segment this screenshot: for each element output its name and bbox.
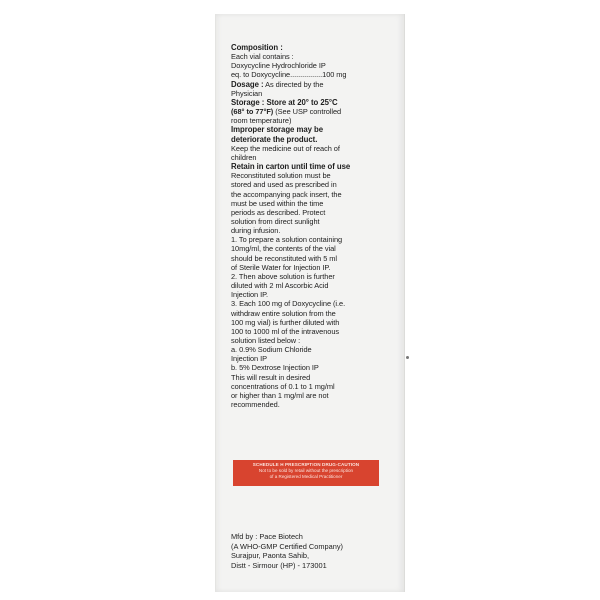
instruction-line: recommended. bbox=[231, 400, 280, 410]
manufacturer-line: (A WHO-GMP Certified Company) bbox=[231, 541, 343, 551]
instruction-line: Reconstituted solution must be bbox=[231, 171, 331, 181]
instruction-line: Injection IP bbox=[231, 354, 267, 364]
instruction-line: 1. To prepare a solution containing bbox=[231, 235, 343, 245]
surface-speck bbox=[406, 356, 409, 359]
instruction-line: b. 5% Dextrose Injection IP bbox=[231, 363, 319, 373]
dosage-text: As directed by the bbox=[265, 79, 324, 89]
schedule-h-warning-box bbox=[233, 460, 379, 486]
storage-heading: Storage : Store at 20° to 25°C bbox=[231, 97, 338, 107]
warning-title: SCHEDULE H PRESCRIPTION DRUG-CAUTION bbox=[252, 462, 360, 467]
carton-side-panel bbox=[215, 14, 405, 592]
warning-body-line: of a Registered Medical Practitioner bbox=[269, 474, 343, 479]
manufacturer-line: Surajpur, Paonta Sahib, bbox=[231, 551, 310, 561]
composition-line: eq. to Doxycycline................100 mg bbox=[231, 70, 347, 80]
instruction-line: a. 0.9% Sodium Chloride bbox=[231, 345, 312, 355]
instruction-line: or higher than 1 mg/ml are not bbox=[231, 390, 329, 400]
instruction-line: diluted with 2 ml Ascorbic Acid bbox=[231, 281, 329, 291]
instruction-line: stored and used as prescribed in bbox=[231, 180, 337, 190]
instruction-line: should be reconstituted with 5 ml bbox=[231, 253, 337, 263]
keep-out-of-reach: Keep the medicine out of reach of bbox=[231, 143, 340, 153]
instruction-line: withdraw entire solution from the bbox=[231, 308, 336, 318]
instruction-line: must be used within the time bbox=[231, 198, 324, 208]
keep-out-of-reach: children bbox=[231, 152, 257, 162]
warning-body-line: Not to be sold by retail without the prescription bbox=[258, 468, 354, 473]
improper-storage-warning: deteriorate the product. bbox=[231, 134, 318, 144]
instruction-line: the accompanying pack insert, the bbox=[231, 189, 342, 199]
storage-usp-note: (See USP controlled bbox=[273, 107, 342, 117]
instruction-line: 10mg/ml, the contents of the vial bbox=[231, 244, 336, 254]
improper-storage-warning: Improper storage may be bbox=[231, 125, 324, 135]
storage-fahrenheit: (68° to 77°F) bbox=[231, 107, 274, 117]
instruction-line: concentrations of 0.1 to 1 mg/ml bbox=[231, 381, 335, 391]
manufacturer-line: Mfd by : Pace Biotech bbox=[231, 532, 303, 541]
retain-in-carton: Retain in carton until time of use bbox=[231, 162, 351, 172]
storage-line-3: room temperature) bbox=[231, 116, 292, 126]
composition-line: Each vial contains : bbox=[231, 52, 294, 62]
instruction-line: of Sterile Water for Injection IP. bbox=[231, 262, 331, 272]
instruction-line: Injection IP. bbox=[231, 290, 269, 300]
composition-line: Doxycycline Hydrochloride IP bbox=[231, 61, 326, 71]
instruction-line: solution from direct sunlight bbox=[231, 216, 320, 226]
instruction-line: periods as described. Protect bbox=[231, 207, 326, 217]
instruction-line: 2. Then above solution is further bbox=[231, 271, 335, 281]
composition-heading: Composition : bbox=[231, 43, 283, 52]
instruction-line: solution listed below : bbox=[231, 336, 301, 345]
instruction-line: during infusion. bbox=[231, 226, 281, 236]
instruction-line: 100 to 1000 ml of the intravenous bbox=[231, 326, 340, 336]
instruction-line: 100 mg vial) is further diluted with bbox=[231, 317, 340, 327]
dosage-line-1 bbox=[231, 80, 397, 89]
manufacturer-block bbox=[231, 532, 401, 570]
dosage-line-2: Physician bbox=[231, 88, 263, 98]
label-text-block bbox=[231, 43, 397, 409]
manufacturer-line: Distt - Sirmour (HP) - 173001 bbox=[231, 560, 327, 570]
instruction-line: This will result in desired bbox=[231, 372, 311, 382]
instruction-line: 3. Each 100 mg of Doxycycline (i.e. bbox=[231, 299, 346, 309]
dosage-heading: Dosage : bbox=[231, 79, 264, 89]
storage-line-2 bbox=[231, 107, 397, 116]
